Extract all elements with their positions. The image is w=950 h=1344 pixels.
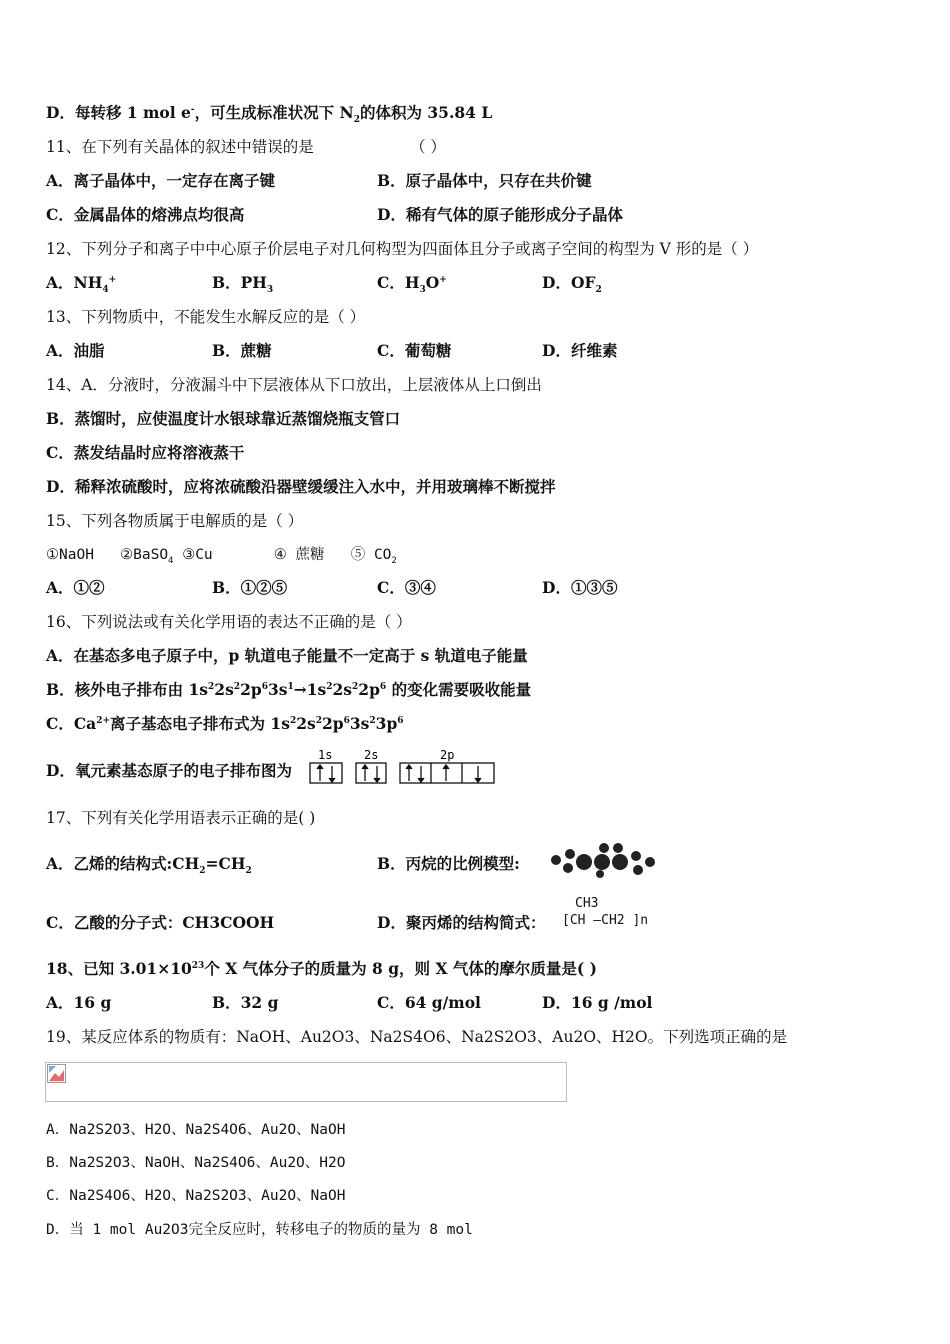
propane-space-filling-model — [542, 840, 662, 878]
q14-option-d: D．稀释浓硫酸时，应将浓硫酸沿器壁缓缓注入水中，并用玻璃棒不断搅拌 — [46, 477, 556, 496]
q15-option-c: C．③④ — [377, 578, 436, 597]
q15-option-b: B．①②⑤ — [212, 578, 288, 597]
q11-option-c: C．金属晶体的熔沸点均很高 — [46, 205, 245, 224]
q19-stem: 19、某反应体系的物质有：NaOH、Au2O3、Na2S4O6、Na2S2O3、Au2O、H2O。下列选项正确的是 — [46, 1028, 788, 1046]
q12-option-a: A．$NH_4^+$ — [46, 273, 117, 296]
orbital-box-2s — [356, 763, 386, 783]
q16-option-b: B．核外电子排布由 $1s^22s^22p^63s^1\to 1s^22s^22p^6$ 的变化需要吸收能量 — [46, 680, 532, 699]
q11-option-d: D．稀有气体的原子能形成分子晶体 — [377, 205, 623, 224]
q14-option-c: C．蒸发结晶时应将溶液蒸干 — [46, 443, 245, 462]
q13-option-d: D．纤维素 — [542, 341, 618, 360]
q13-option-c: C．葡萄糖 — [377, 341, 452, 360]
q10-option-d: D．每转移 1 mol e-，可生成标准状况下 $N_2$的体积为 35.84 L — [46, 103, 493, 126]
q19-option-a: A．Na2S2O3、H2O、Na2S4O6、Au2O、NaOH — [46, 1122, 346, 1138]
q15-items: ①NaOH ②BaSO$_4$ ③Cu ④ 蔗糖 ⑤ $CO_2$ — [46, 547, 397, 566]
q16-option-d: D．氧元素基态原子的电子排布图为 — [46, 761, 292, 780]
q19-option-c: C．Na2S4O6、H2O、Na2S2O3、Au2O、NaOH — [46, 1188, 346, 1204]
q15-option-a: A．①② — [46, 578, 105, 597]
broken-image-icon — [47, 1064, 67, 1084]
broken-image-placeholder — [45, 1062, 567, 1102]
q13-stem: 13、下列物质中，不能发生水解反应的是（ ） — [46, 308, 366, 326]
orbital-label-2s: 2s — [364, 748, 379, 762]
q11-stem: 11、在下列有关晶体的叙述中错误的是 — [46, 138, 314, 156]
q11-option-b: B．原子晶体中，只存在共价键 — [377, 171, 592, 190]
q19-option-d: D．当 1 mol Au2O3完全反应时，转移电子的物质的量为 8 mol — [46, 1222, 473, 1238]
q17-option-b: B．丙烷的比例模型: — [377, 854, 520, 873]
q14-option-b: B．蒸馏时，应使温度计水银球靠近蒸馏烧瓶支管口 — [46, 409, 401, 428]
orbital-label-2p: 2p — [440, 748, 455, 762]
q12-option-c: C．$H_3O^+$ — [377, 273, 447, 296]
q17-option-d: D．聚丙烯的结构简式： — [377, 913, 546, 932]
q17-option-c: C．乙酸的分子式：CH3COOH — [46, 913, 275, 932]
q16-option-a: A．在基态多电子原子中，p 轨道电子能量不一定高于 s 轨道电子能量 — [46, 646, 528, 665]
q15-option-d: D．①③⑤ — [542, 578, 618, 597]
q18-option-a: A．16 g — [46, 993, 112, 1012]
q17-option-a: A．乙烯的结构式$:CH_2=CH_2$ — [46, 854, 252, 877]
q16-stem: 16、下列说法或有关化学用语的表达不正确的是（ ） — [46, 613, 412, 631]
q11-answer-paren: （ ） — [410, 138, 446, 156]
q18-option-b: B．32 g — [212, 993, 279, 1012]
q19-option-b: B．Na2S2O3、NaOH、Na2S4O6、Au2O、H2O — [46, 1155, 346, 1171]
orbital-box-1s — [310, 763, 342, 783]
q17-stem: 17、下列有关化学用语表示正确的是( ) — [46, 809, 316, 827]
polypropylene-ch3: CH3 — [575, 896, 599, 911]
polypropylene-chain: [CH —CH2 ]n — [562, 913, 649, 928]
q18-stem: 18、已知 $3.01\times 10^{23}$个 X 气体分子的质量为 8 g，则 X 气体的摩尔质量是( ) — [46, 959, 597, 978]
q18-option-c: C．64 g/mol — [377, 993, 481, 1012]
orbital-label-1s: 1s — [318, 748, 333, 762]
q12-option-d: D．$OF_2$ — [542, 273, 602, 296]
q12-stem: 12、下列分子和离子中中心原子价层电子对几何构型为四面体且分子或离子空间的构型为 V 形的是（ ） — [46, 240, 759, 258]
q16-option-c: C．$Ca^{2+}$离子基态电子排布式为 $1s^22s^22p^63s^23p^6$ — [46, 714, 404, 733]
q11-option-a: A．离子晶体中，一定存在离子键 — [46, 171, 276, 190]
q12-option-b: B．$PH_3$ — [212, 273, 274, 296]
q13-option-b: B．蔗糖 — [212, 341, 272, 360]
q15-stem: 15、下列各物质属于电解质的是（ ） — [46, 512, 304, 530]
q14-option-a: 14、A．分液时，分液漏斗中下层液体从下口放出，上层液体从上口倒出 — [46, 376, 542, 394]
q18-option-d: D．16 g /mol — [542, 993, 653, 1012]
oxygen-orbital-diagram — [308, 745, 498, 785]
q13-option-a: A．油脂 — [46, 341, 105, 360]
